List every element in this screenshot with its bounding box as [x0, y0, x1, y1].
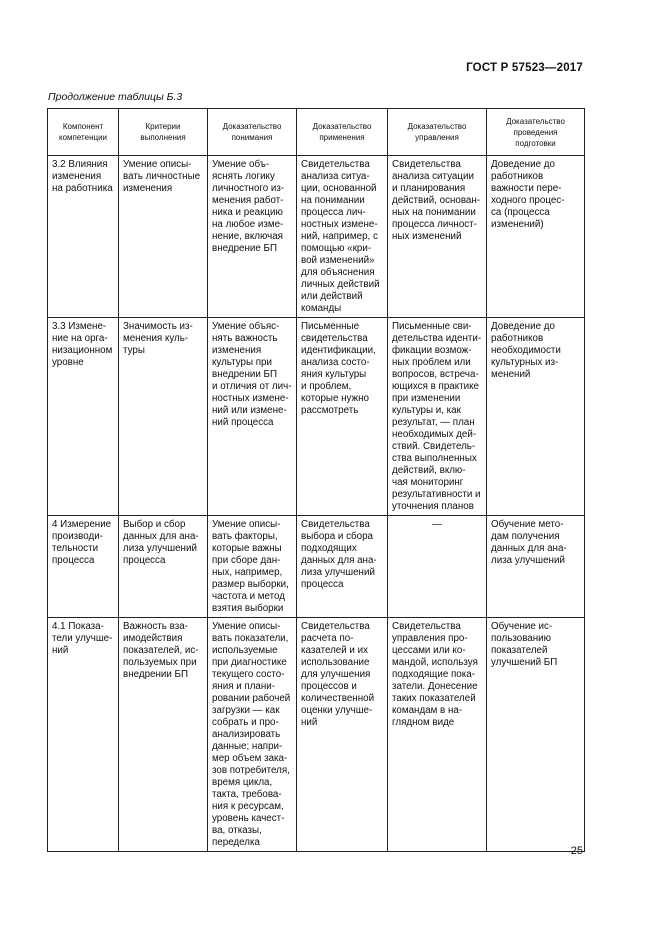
cell-understanding: Умение объяс- нять важность изменения культуры при внедрении БП и отличия от лич- ностных измене- ний или измене- ний процесса — [208, 318, 297, 516]
cell-management: — — [388, 516, 487, 618]
column-header-training: Доказательство проведения подготовки — [487, 109, 585, 156]
table-row — [48, 156, 585, 318]
cell-component: 3.3 Измене- ние на орга- низационном уровне — [48, 318, 119, 516]
cell-component: 4 Измерение производи- тельности процесса — [48, 516, 119, 618]
column-header-understanding: Доказательство понимания — [208, 109, 297, 156]
cell-application: Свидетельства анализа ситуа- ции, основанной на понимании процесса лич- ностных измене- ний, например, с помощью «кри- вой изменений» для объяснения личных действий или действий команды — [297, 156, 388, 318]
cell-application: Свидетельства расчета по- казателей и их использование для улучшения процессов и количественной оценки улучше- ний — [297, 618, 388, 852]
cell-management: Свидетельства управления про- цессами или ко- мандой, используя подходящие пока- затели. Донесение таких показателей командам в на- глядном виде — [388, 618, 487, 852]
cell-understanding: Умение описы- вать факторы, которые важны при сборе дан- ных, например, размер выборки, частота и метод взятия выборки — [208, 516, 297, 618]
table-row — [48, 318, 585, 516]
cell-understanding: Умение описы- вать показатели, используемые при диагностике текущего состо- яния и плани- ровании рабочей загрузки — как собрать и про- анализировать данные; напри- мер объем зака- зов потребителя, время цикла, такта, требова- ния к ресурсам, уровень качест- ва, отказы, переделка — [208, 618, 297, 852]
cell-criteria: Умение описы- вать личностные изменения — [119, 156, 208, 318]
cell-criteria: Значимость из- менения куль- туры — [119, 318, 208, 516]
cell-management: Письменные сви- детельства иденти- фикации возмож- ных проблем или вопросов, встреча- ющихся в практике при изменении культуры и, как результат, — план необходимых дей- ствий. Свидетель- ства выполненных действий, вклю- чая мониторинг результативности и уточнения планов — [388, 318, 487, 516]
cell-application: Письменные свидетельства идентификации, анализа состо- яния культуры и проблем, которые нужно рассмотреть — [297, 318, 388, 516]
cell-training: Доведение до работников важности пере- ходного процес- са (процесса изменений) — [487, 156, 585, 318]
cell-training: Обучение мето- дам получения данных для ана- лиза улучшений — [487, 516, 585, 618]
column-header-management: Доказательство управления — [388, 109, 487, 156]
competence-table — [47, 108, 585, 852]
cell-component: 3.2 Влияния изменения на работника — [48, 156, 119, 318]
cell-management: Свидетельства анализа ситуации и планирования действий, основан- ных на понимании процесса личност- ных изменений — [388, 156, 487, 318]
cell-criteria: Важность вза- имодействия показателей, ис- пользуемых при внедрении БП — [119, 618, 208, 852]
table-header-row — [48, 109, 585, 156]
table-row — [48, 516, 585, 618]
column-header-component: Компонент компетенции — [48, 109, 119, 156]
cell-training: Обучение ис- пользованию показателей улучшений БП — [487, 618, 585, 852]
column-header-application: Доказательство применения — [297, 109, 388, 156]
table-caption: Продолжение таблицы Б.3 — [48, 91, 183, 103]
page-number: 25 — [570, 845, 583, 857]
cell-criteria: Выбор и сбор данных для ана- лиза улучшений процесса — [119, 516, 208, 618]
cell-understanding: Умение объ- яснять логику личностного из- менения работ- ника и реакцию на любое изме- нение, включая внедрение БП — [208, 156, 297, 318]
table-row — [48, 618, 585, 852]
cell-training: Доведение до работников необходимости культурных из- менений — [487, 318, 585, 516]
cell-application: Свидетельства выбора и сбора подходящих данных для ана- лиза улучшений процесса — [297, 516, 388, 618]
column-header-criteria: Критерии выполнения — [119, 109, 208, 156]
cell-component: 4.1 Показа- тели улучше- ний — [48, 618, 119, 852]
standard-code: ГОСТ Р 57523—2017 — [466, 62, 583, 74]
